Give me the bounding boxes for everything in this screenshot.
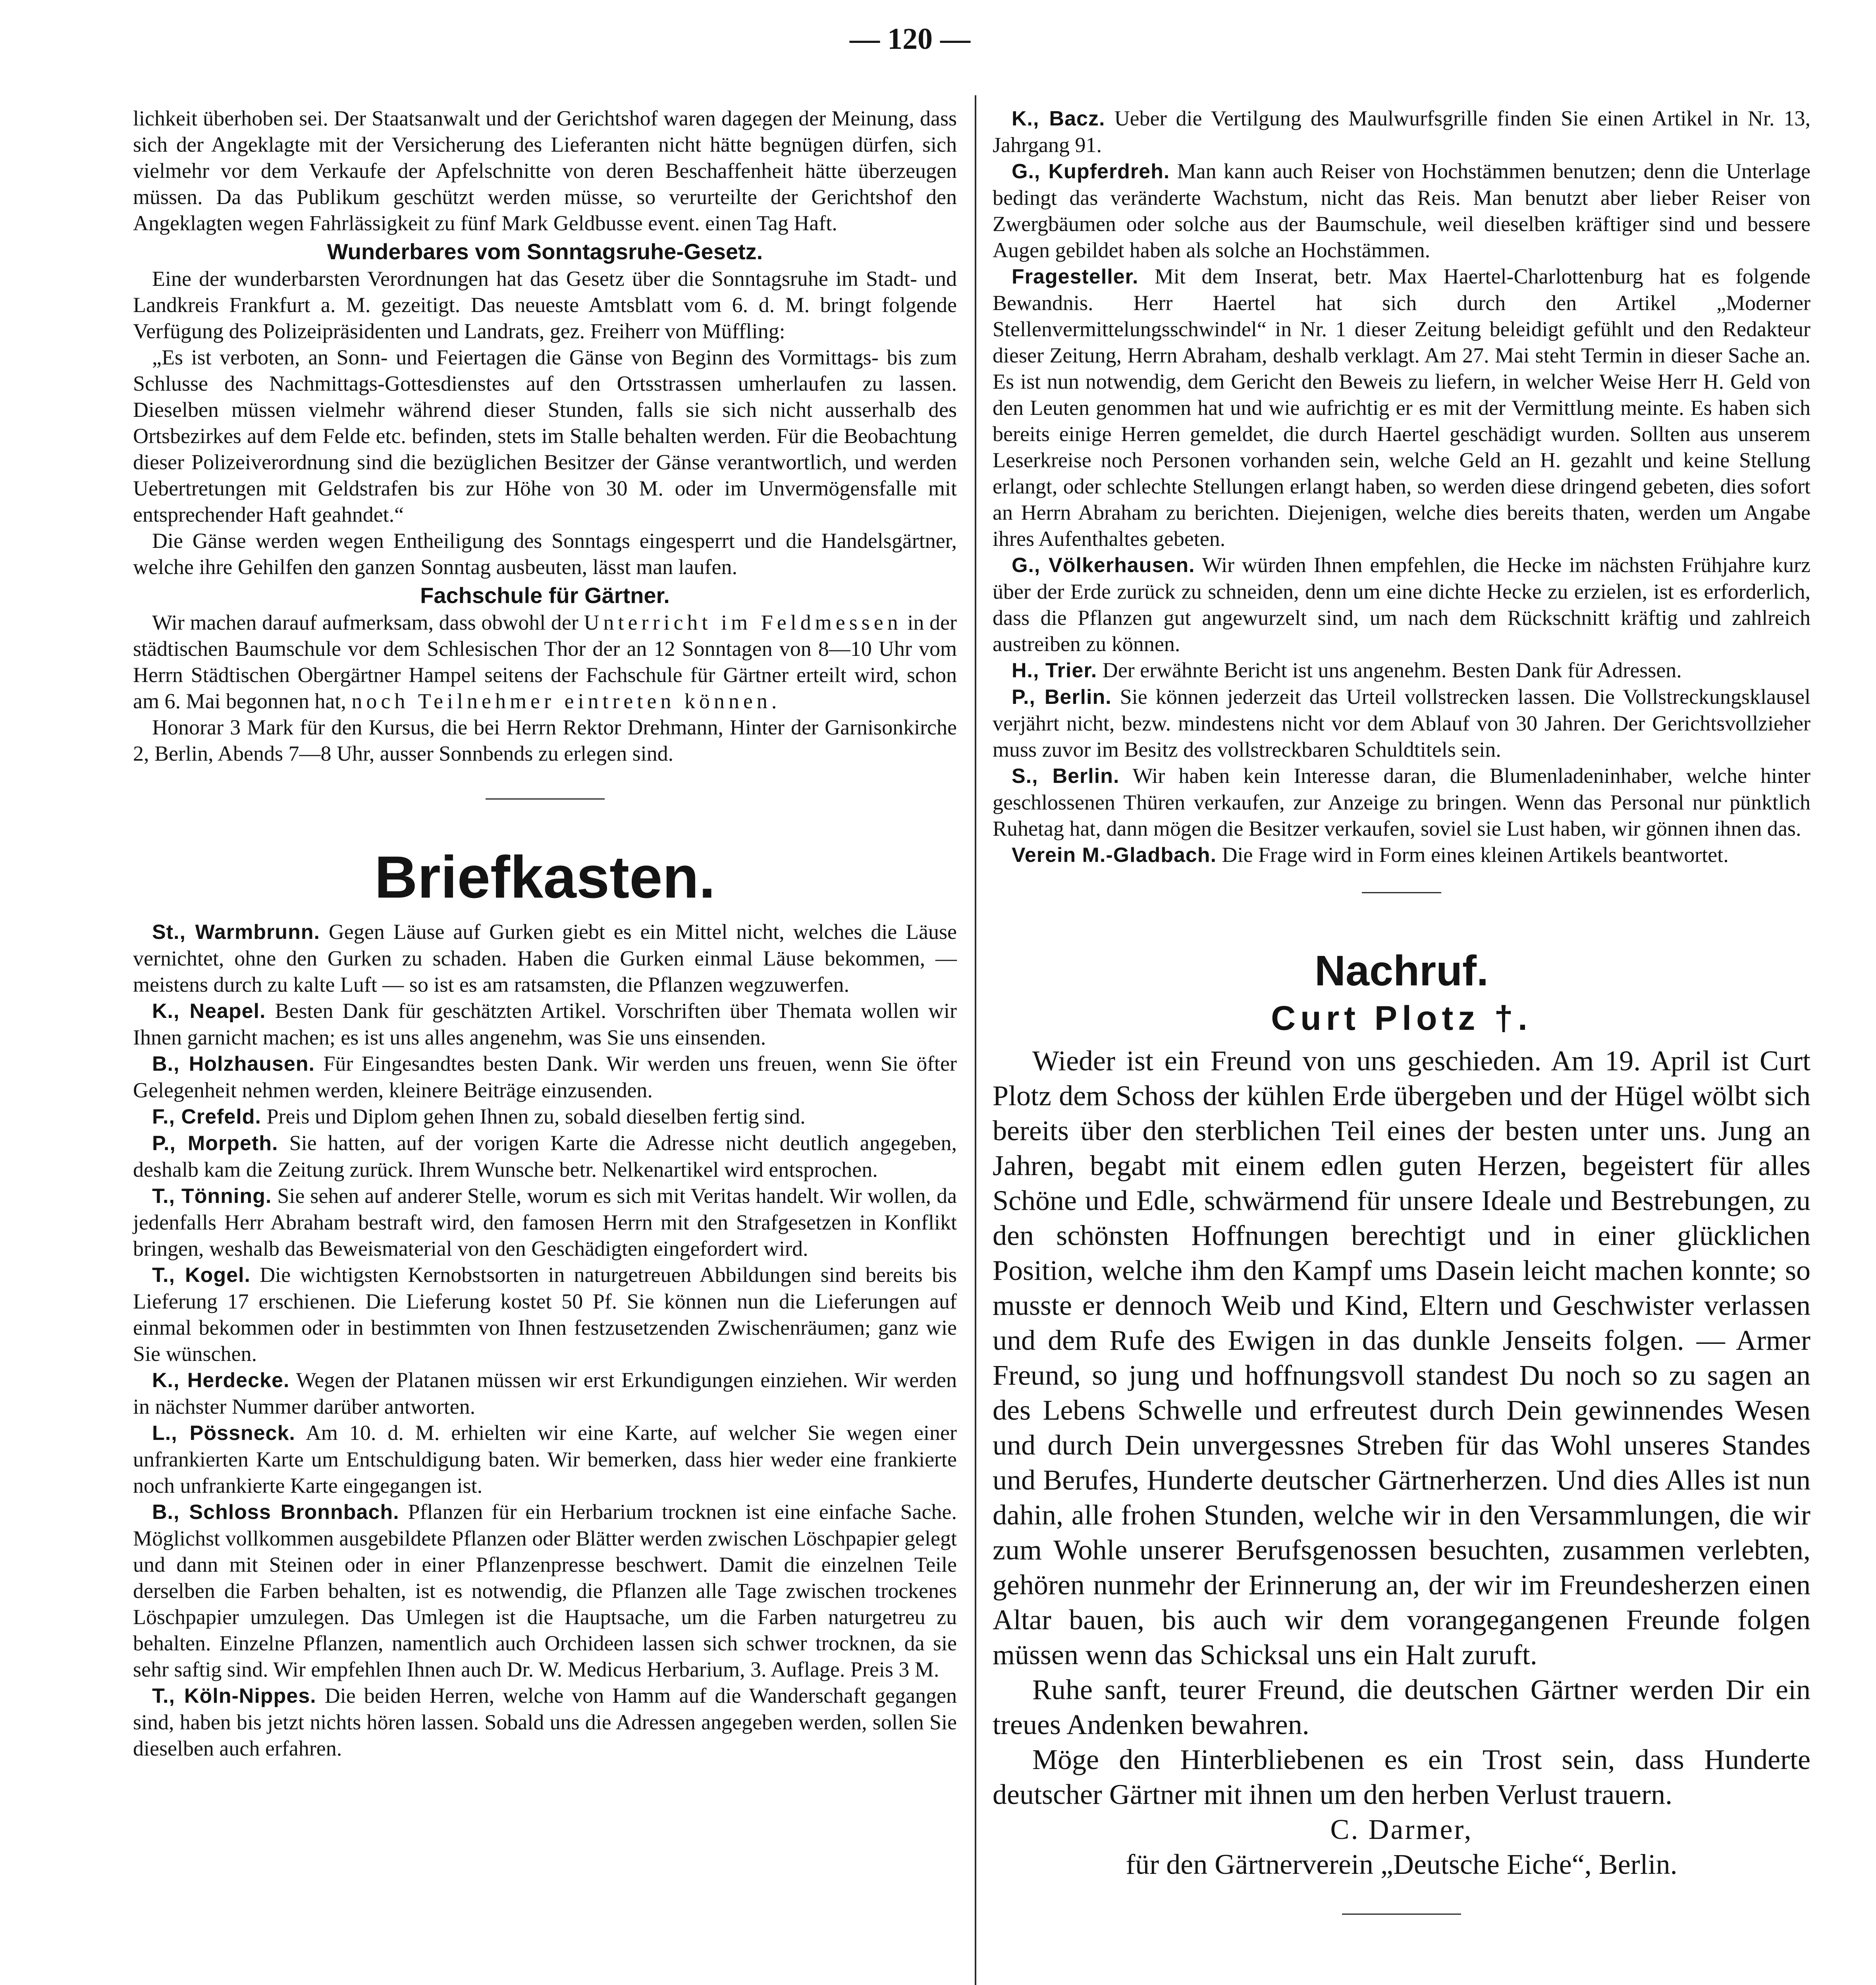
nachruf-name: Curt Plotz †.	[1271, 999, 1532, 1037]
entry-text: Wir haben kein Interesse daran, die Blumenladeninhaber, welche hinter geschlossenen Thüren verkaufen, zur Anzeige zu bringen. Wenn das Personal nur pünktlich Ruhetag hat, dann mögen die Besitzer verkaufen, soviel sie Lust haben, wir gönnen ihnen das.	[993, 764, 1810, 840]
entry-text: Ueber die Vertilgung des Maulwurfsgrille finden Sie einen Artikel in Nr. 13, Jahrgang 91.	[993, 106, 1811, 157]
entry-text: Sie hatten, auf der vorigen Karte die Adresse nicht deutlich angegeben, deshalb kam die Zeitung zurück. Ihrem Wunsche betr. Nelkenartikel wird entsprochen.	[133, 1131, 957, 1181]
entry-tag: K., Bacz.	[1012, 107, 1105, 130]
nachruf-title: Nachruf.	[1314, 946, 1489, 994]
letter-entry	[993, 263, 1810, 552]
entry-text: Sie sehen auf anderer Stelle, worum es sich mit Veritas handelt. Wir wollen, da jedenfalls Herr Abraham bestraft wird, den famosen Herrn mit den Strafgesetzen in Konflikt bringen, weshalb das Beweismaterial von den Geschädigten eingefordert wird.	[133, 1184, 957, 1260]
letter-entry	[133, 1103, 957, 1130]
entry-tag: F., Crefeld.	[152, 1105, 261, 1128]
heading-fachschule: Fachschule für Gärtner.	[420, 583, 670, 608]
letter-entry	[993, 105, 1810, 158]
paragraph	[133, 609, 957, 714]
paragraph: Honorar 3 Mark für den Kursus, die bei Herrn Rektor Drehmann, Hinter der Garnisonkirche 2, Berlin, Abends 7—8 Uhr, ausser Sonnbends zu erlegen sind.	[133, 715, 957, 765]
nachruf-paragraph: Ruhe sanft, teurer Freund, die deutschen Gärtner werden Dir ein treues Andenken bewahren.	[993, 1674, 1810, 1740]
letter-entry	[133, 1130, 957, 1183]
letter-entry	[993, 842, 1810, 868]
entry-text: Sie können jederzeit das Urteil vollstrecken lassen. Die Vollstreckungsklausel verjährt nicht, bezw. mindestens nicht vor dem Ablauf von 30 Jahren. Der Gerichtsvollzieher muss zuvor im Besitz des vollstreckbaren Schuldtitels sein.	[993, 685, 1811, 761]
section-divider	[1342, 1914, 1461, 1915]
emphasis-run: noch Teilnehmer eintreten können.	[351, 689, 781, 713]
entry-text: Preis und Diplom gehen Ihnen zu, sobald dieselben fertig sind.	[266, 1104, 806, 1128]
letter-entry	[133, 1183, 957, 1262]
entry-tag: B., Holzhausen.	[152, 1052, 315, 1075]
entry-text: Am 10. d. M. erhielten wir eine Karte, auf welcher Sie wegen einer unfrankierten Karte um Entschuldigung baten. Wir bemerken, dass hier weder eine frankierte noch unfrankierte Karte eingegangen ist.	[133, 1421, 957, 1497]
section-divider	[1362, 892, 1441, 893]
paragraph: Eine der wunderbarsten Verordnungen hat das Gesetz über die Sonntagsruhe im Stadt- und Landkreis Frankfurt a. M. gezeitigt. Das neueste Amtsblatt vom 6. d. M. bringt folgende Verfügung des Polizeipräsidenten und Landrats, gez. Freiherr von Müffling:	[133, 267, 957, 343]
letter-entry	[993, 552, 1810, 657]
entry-tag: K., Herdecke.	[152, 1369, 290, 1392]
nachruf-paragraph: Möge den Hinterbliebenen es ein Trost sein, dass Hunderte deutscher Gärtner mit ihnen um den herben Verlust trauern.	[993, 1744, 1810, 1810]
nachruf-paragraph: Wieder ist ein Freund von uns geschieden. Am 19. April ist Curt Plotz dem Schoss der kühlen Erde übergeben und der Hügel wölbt sich bereits über den sterblichen Teil eines der besten unter uns. Jung an Jahren, begabt mit einem edlen guten Herzen, begeistert für alles Schöne und Edle, schwärmend für unsere Ideale und Bestrebungen, zu den schönsten Hoffnungen berechtigt und in einer glücklichen Position, welche ihm den Kampf ums Dasein leicht machen konnte; so musste er dennoch Weib und Kind, Eltern und Geschwister verlassen und dem Rufe des Ewigen in das dunkle Jenseits folgen. — Armer Freund, so jung und hoffnungsvoll standest Du noch so zu sagen an des Lebens Schwelle und erfreutest durch Dein gewinnendes Wesen und durch Dein unvergessnes Streben für das Wohl unseres Standes und Berufes, Hunderte deutscher Gärtnerherzen. Und dies Alles ist nun dahin, alle frohen Stunden, welche wir in den Versammlungen, die wir zum Wohle unserer Berufsgenossen besuchten, zusammen verlebten, gehören nunmehr der Erinnerung an, der wir im Freundesherzen einen Altar bauen, bis auch wir dem vorangegangenen Freunde folgen müssen wenn das Schicksal uns ein Halt zuruft.	[993, 1045, 1810, 1671]
entry-text: Wegen der Platanen müssen wir erst Erkundigungen einziehen. Wir werden in nächster Nummer darüber antworten.	[133, 1368, 957, 1418]
entry-tag: Verein M.-Gladbach.	[1012, 844, 1217, 867]
briefkasten-title: Briefkasten.	[374, 844, 715, 910]
text-run: Wir machen darauf aufmerksam, dass obwohl der	[152, 611, 578, 634]
signature-name: C. Darmer,	[1330, 1813, 1473, 1845]
entry-text: Gegen Läuse auf Gurken giebt es ein Mittel nicht, welches die Läuse vernichtet, ohne den Gurken zu schaden. Haben die Gurken einmal Läuse bekommen, — meistens durch zu kalte Luft — so ist es am ratsamsten, die Pflanzen wegzuwerfen.	[133, 920, 957, 996]
entry-tag: H., Trier.	[1012, 659, 1097, 682]
letter-entry	[133, 1682, 957, 1761]
entry-text: Wir würden Ihnen empfehlen, die Hecke im nächsten Frühjahre kurz über der Erde zurück zu schneiden, denn um eine dichte Hecke zu erzielen, ist es erforderlich, dass die Pflanzen gut angewurzelt sind, um nach dem Rückschnitt kräftig und zahlreich austreiben zu können.	[993, 553, 1810, 656]
entry-text: Pflanzen für ein Herbarium trocknen ist eine einfache Sache. Möglichst vollkommen ausgebildete Pflanzen oder Blätter werden zwischen Löschpapier gelegt und dann mit Steinen oder in einer Pflanzenpresse beschwert. Damit die einzelnen Teile derselben die Farben behalten, ist es notwendig, die Pflanzen alle Tage zwischen trockenes Löschpapier umzulegen. Das Umlegen ist die Hauptsache, um die Farben naturgetreu zu behalten. Einzelne Pflanzen, namentlich auch Orchideen lassen sich schwer trocknen, da sie sehr saftig sind. Wir empfehlen Ihnen auch Dr. W. Medicus Herbarium, 3. Auflage. Preis 3 M.	[133, 1500, 957, 1681]
heading-sonntagsruhe: Wunderbares vom Sonntagsruhe-Gesetz.	[327, 239, 763, 264]
entry-text: Die Frage wird in Form eines kleinen Artikels beantwortet.	[1222, 843, 1729, 867]
letter-entry	[133, 1499, 957, 1682]
entry-tag: P., Berlin.	[1012, 686, 1112, 709]
letter-entry	[133, 1367, 957, 1420]
column-divider	[975, 95, 976, 1985]
letter-entry	[993, 657, 1810, 684]
entry-tag: B., Schloss Bronnbach.	[152, 1501, 399, 1524]
entry-tag: S., Berlin.	[1012, 765, 1120, 788]
text-run: in der städtischen Baumschule vor dem Schlesischen Thor der an 12 Sonntagen von 8—10 Uhr vom Herrn Städtischen Obergärtner Hampel seitens der Fachschule für Gärtner erteilt wird, schon am 6. Mai begonnen hat,	[133, 611, 957, 713]
entry-tag: T., Tönning.	[152, 1185, 272, 1208]
quoted-ordinance: „Es ist verboten, an Sonn- und Feiertagen die Gänse von Beginn des Vormittags- bis zum Schlusse des Nachmittags-Gottesdienstes auf den Ortsstrassen umherlaufen zu lassen. Dieselben müssen vielmehr während dieser Stunden, falls sie sich nicht ausserhalb des Ortsbezirkes auf dem Felde etc. befinden, stets im Stalle behalten werden. Für die Beobachtung dieser Polizeiverordnung sind die bezüglichen Besitzer der Gänse verantwortlich, und werden Uebertretungen mit Geldstrafen bis zur Höhe von 30 M. oder im Unvermögensfalle mit entsprechender Haft geahndet.“	[133, 345, 957, 526]
entry-text: Der erwähnte Bericht ist uns angenehm. Besten Dank für Adressen.	[1102, 658, 1682, 682]
entry-tag: P., Morpeth.	[152, 1132, 278, 1155]
letter-entry	[993, 763, 1810, 842]
entry-tag: G., Völkerhausen.	[1012, 554, 1195, 577]
letter-entry	[993, 684, 1810, 763]
letter-entry	[133, 1262, 957, 1367]
paragraph: Die Gänse werden wegen Entheiligung des Sonntags eingesperrt und die Handelsgärtner, welche ihre Gehilfen den ganzen Sonntag ausbeuten, lässt man laufen.	[133, 529, 957, 579]
signature-block	[993, 1812, 1810, 1882]
section-divider	[486, 798, 605, 800]
entry-tag: T., Köln-Nippes.	[152, 1684, 316, 1707]
letter-entry	[133, 919, 957, 998]
entry-tag: T., Kogel.	[152, 1264, 251, 1287]
briefkasten-entries-continued	[993, 105, 1810, 868]
entry-tag: L., Pössneck.	[152, 1422, 295, 1445]
entry-tag: St., Warmbrunn.	[152, 921, 320, 944]
article-continuation: lichkeit überhoben sei. Der Staatsanwalt und der Gerichtshof waren dagegen der Meinung, dass sich der Angeklagte mit der Versicherung des Lieferanten nicht hätte begnügen dürfen, sich vielmehr vor dem Verkaufe der Apfelschnitte von deren Beschaffenheit hätte überzeugen müssen. Da das Publikum geschützt werden müsse, so verurteilte der Gerichtshof den Angeklagten wegen Fahrlässigkeit zu fünf Mark Geldbusse event. einen Tag Haft.	[133, 106, 957, 235]
briefkasten-entries	[133, 919, 957, 1761]
right-column	[993, 105, 1810, 1931]
entry-tag: Fragesteller.	[1012, 265, 1139, 288]
entry-text: Die beiden Herren, welche von Hamm auf die Wanderschaft gegangen sind, haben bis jetzt nichts hören lassen. Sobald uns die Adressen angegeben werden, sollen Sie dieselben auch erfahren.	[133, 1684, 957, 1760]
letter-entry	[133, 1050, 957, 1103]
nachruf-body	[993, 1043, 1810, 1812]
entry-text: Mit dem Inserat, betr. Max Haertel-Charlottenburg hat es folgende Bewandnis. Herr Haertel hat sich durch den Artikel „Moderner Stellenvermittelungsschwindel“ in Nr. 1 dieser Zeitung beleidigt gefühlt und den Redakteur dieser Zeitung, Herrn Abraham, deshalb verklagt. Am 27. Mai steht Termin in dieser Sache an. Es ist nun notwendig, dem Gericht den Beweis zu liefern, in welcher Weise Herr H. Geld von den Leuten genommen hat und wie aufrichtig er es mit der Vermittlung meinte. Es haben sich bereits einige Herren gemeldet, die durch Haertel geschädigt wurden. Sollten aus unserem Leserkreise noch Personen vorhanden sein, welche Geld an H. gezahlt und keine Stellung erlangt, oder schlechte Stellungen erlangt haben, so werden diese dringend gebeten, dies sofort an Herrn Abraham zu berichten. Diejenigen, welche dies bereits thaten, werden um Angabe ihres Aufenthaltes gebeten.	[993, 264, 1811, 551]
letter-entry	[133, 998, 957, 1050]
signature-org: für den Gärtnerverein „Deutsche Eiche“, Berlin.	[1126, 1848, 1677, 1880]
emphasis-run: Unterricht im Feldmessen	[584, 611, 902, 634]
entry-tag: G., Kupferdreh.	[1012, 160, 1170, 183]
entry-tag: K., Neapel.	[152, 1000, 266, 1023]
letter-entry	[133, 1420, 957, 1499]
left-column	[133, 105, 957, 1761]
entry-text: Für Eingesandtes besten Dank. Wir werden uns freuen, wenn Sie öfter Gelegenheit nehmen werden, kleinere Beiträge einzusenden.	[133, 1052, 957, 1102]
entry-text: Die wichtigsten Kernobstsorten in naturgetreuen Abbildungen sind bereits bis Lieferung 17 erschienen. Die Lieferung kostet 50 Pf. Sie können nun die Lieferungen auf einmal bekommen oder in bestimmten von Ihnen festzusetzenden Zwischenräumen; ganz wie Sie wünschen.	[133, 1263, 957, 1366]
letter-entry	[993, 158, 1810, 263]
page-number: — 120 —	[850, 22, 970, 56]
entry-text: Man kann auch Reiser von Hochstämmen benutzen; denn die Unterlage bedingt das veränderte Wachstum, nicht das Reis. Man benutzt aber lieber Reiser von Zwergbäumen oder solche aus der Baumschule, weil dieselben kräftiger sind und bessere Augen gebildet haben als solche an Hochstämmen.	[993, 159, 1811, 262]
entry-text: Besten Dank für geschätzten Artikel. Vorschriften über Themata wollen wir Ihnen garnicht machen; es ist uns alles angenehm, was Sie uns einsenden.	[133, 999, 957, 1049]
